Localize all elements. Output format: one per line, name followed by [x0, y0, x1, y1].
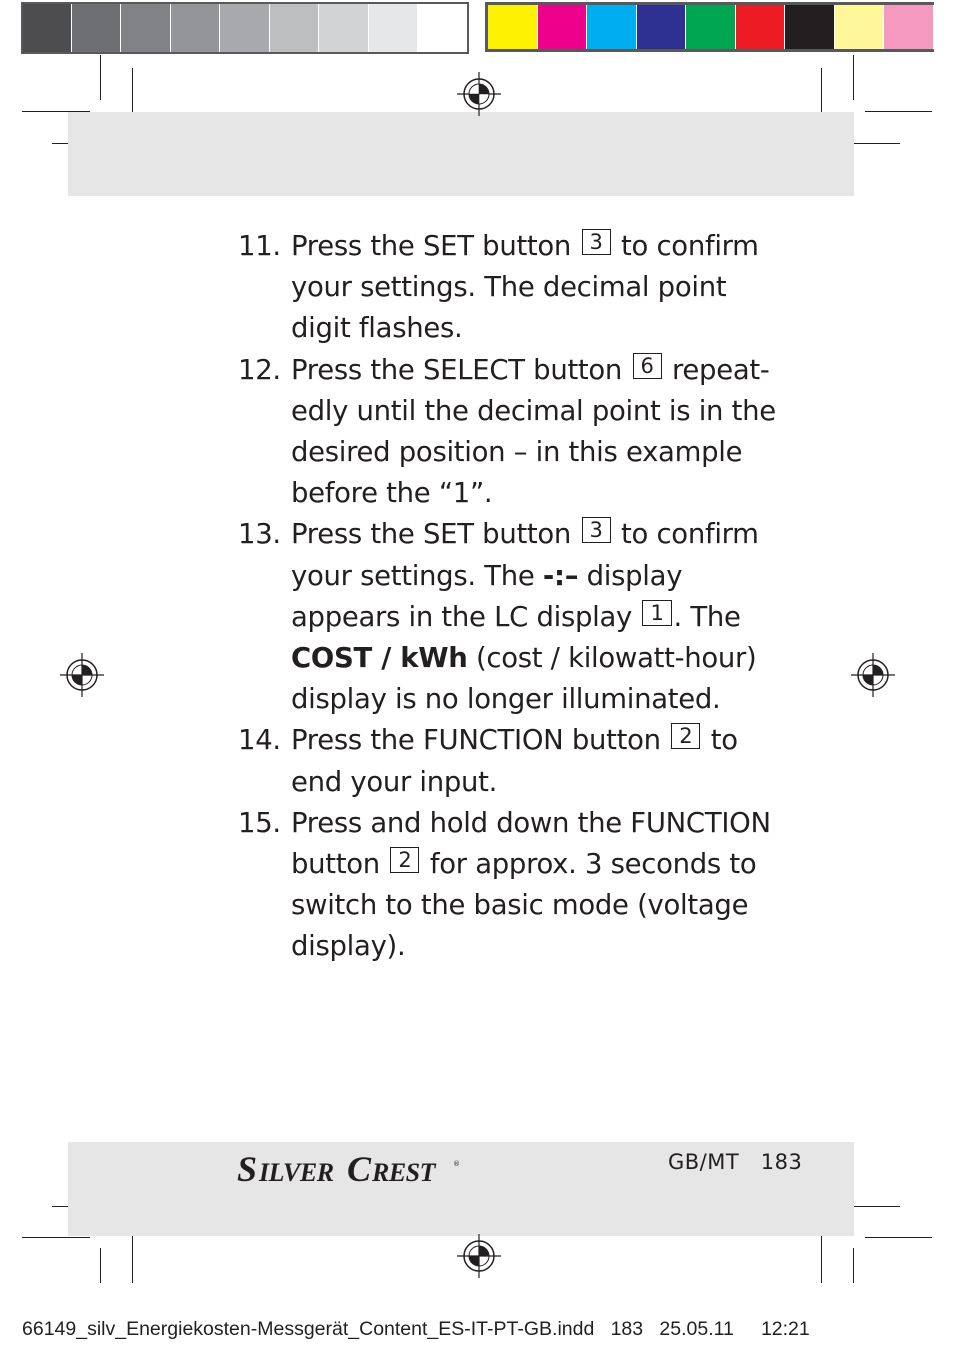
locale-label: GB/MT	[668, 1150, 740, 1174]
instruction-item-12	[238, 350, 778, 515]
step-text: Press and hold down the FUNCTION button	[291, 806, 771, 881]
color-swatch	[369, 3, 419, 53]
step-text: Press the SELECT button	[291, 353, 631, 386]
trim-mark	[821, 1228, 822, 1283]
trim-mark	[821, 68, 822, 118]
page-footer	[668, 1150, 802, 1174]
trim-mark	[100, 55, 101, 100]
svg-text:®: ®	[453, 1160, 460, 1168]
process-color-bar	[485, 2, 934, 52]
color-swatch	[587, 5, 637, 49]
instruction-item-14	[238, 720, 778, 802]
step-number: 11.	[238, 230, 281, 262]
registration-mark-icon	[457, 72, 501, 116]
color-swatch	[220, 3, 270, 53]
step-number: 15.	[238, 806, 281, 839]
trim-mark	[100, 1248, 101, 1283]
color-swatch	[785, 5, 835, 49]
step-text: repeat-edly until the decimal point is in the desired position – in this example before the “1”.	[291, 353, 776, 510]
component-ref-badge: 6	[633, 353, 662, 379]
step-number: 12.	[238, 353, 281, 386]
trim-mark	[865, 1237, 932, 1238]
svg-text:S: S	[237, 1149, 257, 1188]
color-swatch	[121, 3, 171, 53]
slug-time: 12:21	[760, 1318, 810, 1340]
trim-mark	[132, 68, 133, 118]
instruction-item-15	[238, 803, 778, 968]
step-text: to end your input.	[291, 724, 738, 798]
registration-mark-icon	[851, 653, 895, 697]
trim-mark	[853, 55, 854, 100]
step-text: Press the SET button	[291, 518, 580, 551]
step-text: Press the FUNCTION button	[291, 724, 670, 757]
component-ref-badge: 2	[671, 723, 700, 749]
header-band	[68, 112, 854, 196]
svg-text:ILVER: ILVER	[259, 1158, 334, 1187]
color-swatch	[488, 5, 538, 49]
slug-page: 183	[610, 1318, 644, 1340]
grayscale-color-bar	[22, 3, 468, 53]
component-ref-badge: 1	[642, 600, 671, 626]
component-ref-badge: 2	[390, 847, 419, 873]
color-swatch	[686, 5, 736, 49]
color-swatch	[538, 5, 588, 49]
svg-text:C: C	[347, 1149, 371, 1188]
color-swatch	[418, 3, 468, 53]
step-text: display appears in the LC display	[291, 559, 683, 633]
trim-mark	[865, 111, 932, 112]
step-number: 13.	[238, 518, 281, 551]
color-swatch	[270, 3, 320, 53]
color-swatch	[637, 5, 687, 49]
registration-mark-icon	[457, 1234, 501, 1278]
display-symbol: -:–	[542, 559, 579, 592]
component-ref-badge: 3	[582, 517, 611, 543]
color-swatch	[319, 3, 369, 53]
color-swatch	[884, 5, 934, 49]
color-swatch	[835, 5, 885, 49]
silvercrest-logo	[237, 1148, 462, 1188]
component-ref-badge: 3	[582, 229, 611, 255]
step-text: for approx. 3 seconds to switch to the basic mode (voltage display).	[291, 848, 757, 963]
svg-text:REST: REST	[372, 1158, 436, 1187]
color-swatch	[22, 3, 72, 53]
instruction-item-13	[238, 514, 778, 720]
slug-date: 25.05.11	[659, 1318, 734, 1340]
step-number: 14.	[238, 724, 281, 757]
slug-filename: 66149_silv_Energiekosten-Messgerät_Content_ES-IT-PT-GB.indd	[22, 1318, 595, 1340]
display-label: COST / kWh	[291, 642, 468, 675]
step-text: (cost / kilowatt-hour) display is no longer illuminated.	[291, 642, 757, 716]
trim-mark	[853, 1248, 854, 1283]
step-text: . The	[673, 600, 741, 633]
page-number: 183	[760, 1150, 803, 1174]
step-text: Press the SET button	[291, 230, 580, 262]
registration-mark-icon	[60, 653, 104, 697]
step-text: to confirm your settings. The	[291, 518, 759, 592]
color-swatch	[72, 3, 122, 53]
instruction-list	[238, 226, 778, 968]
print-slug	[22, 1318, 810, 1341]
trim-mark	[22, 1237, 90, 1238]
color-swatch	[736, 5, 786, 49]
trim-mark	[132, 1228, 133, 1283]
step-text: to confirm your settings. The decimal point digit flashes.	[291, 230, 759, 345]
instruction-item-11	[238, 226, 778, 350]
color-swatch	[171, 3, 221, 53]
